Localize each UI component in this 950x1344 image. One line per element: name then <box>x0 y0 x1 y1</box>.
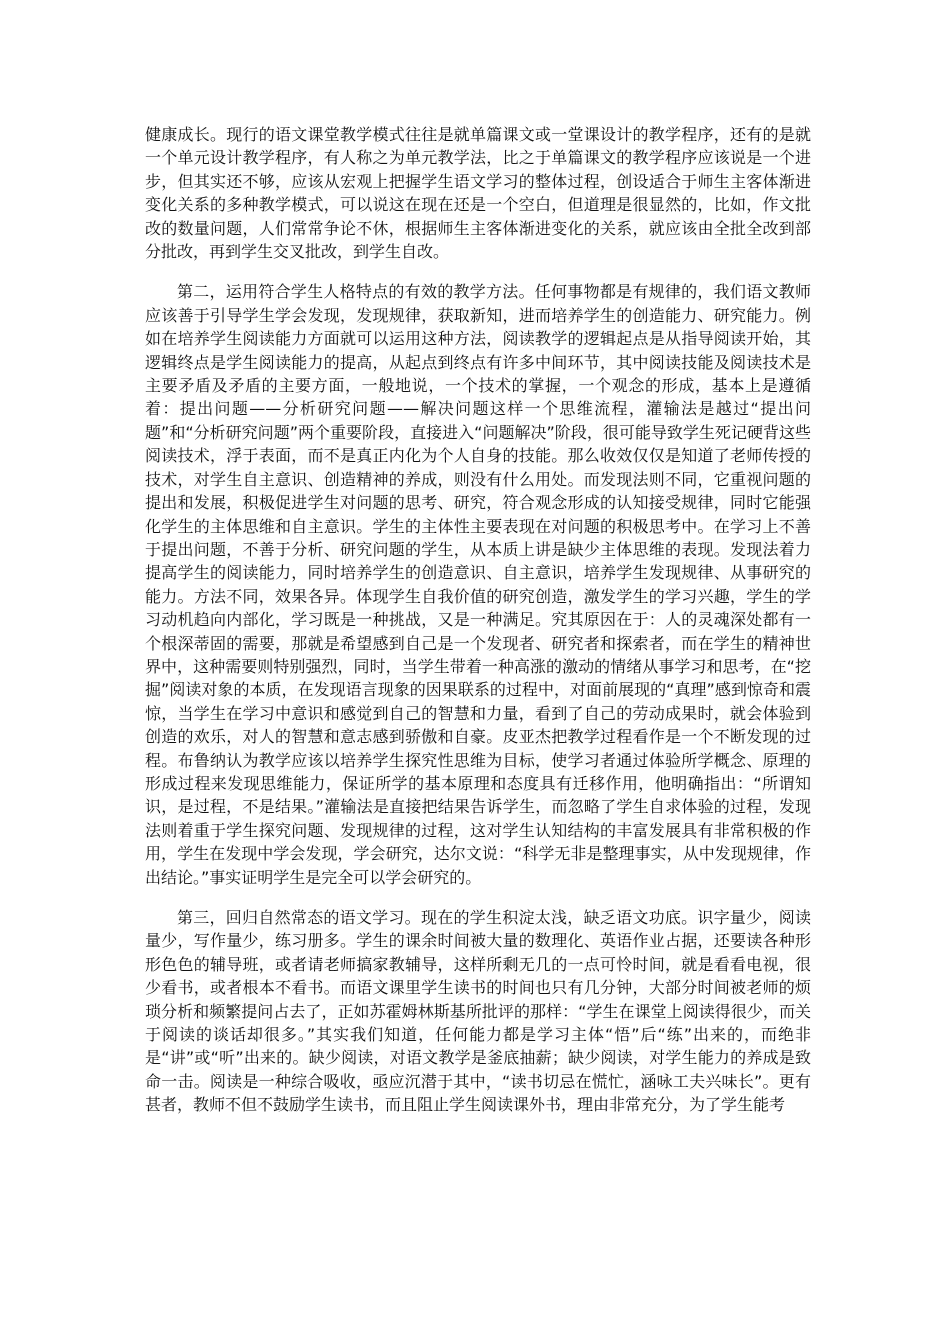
paragraph-1: 健康成长。现行的语文课堂教学模式往往是就单篇课文或一堂课设计的教学程序，还有的是就一个单元设计教学程序，有人称之为单元教学法，比之于单篇课文的教学程序应该说是一个进步，但其实还不够，应该从宏观上把握学生语文学习的整体过程，创设适合于师生主客体渐进变化关系的多种教学模式，可以说这在现在还是一个空白，但道理是很显然的，比如，作文批改的数量问题，人们常常争论不休，根据师生主客体渐进变化的关系，就应该由全批全改到部分批改，再到学生交叉批改，到学生自改。 <box>145 125 811 262</box>
document-body <box>145 123 811 1117</box>
paragraph-3: 第三，回归自然常态的语文学习。现在的学生积淀太浅，缺乏语文功底。识字量少，阅读量少，写作量少，练习册多。学生的课余时间被大量的数理化、英语作业占据，还要读各种形形色色的辅导班，或者请老师搞家教辅导，这样所剩无几的一点可怜时间，就是看看电视，很少看书，或者根本不看书。而语文课里学生读书的时间也只有几分钟，大部分时间被老师的烦琐分析和频繁提问占去了，正如苏霍姆林斯基所批评的那样：“学生在课堂上阅读得很少，而关于阅读的谈话却很多。”其实我们知道，任何能力都是学习主体“悟”后“练”出来的，而绝非是“讲”或“听”出来的。缺少阅读，对语文教学是釜底抽薪；缺少阅读，对学生能力的养成是致命一击。阅读是一种综合吸收，亟应沉潜于其中，“读书切忌在慌忙，涵咏工夫兴味长”。更有甚者，教师不但不鼓励学生读书，而且阻止学生阅读课外书，理由非常充分，为了学生能考 <box>145 908 811 1115</box>
paragraph-2: 第二，运用符合学生人格特点的有效的教学方法。任何事物都是有规律的，我们语文教师应该善于引导学生学会发现，发现规律，获取新知，进而培养学生的创造能力、研究能力。例如在培养学生阅读能力方面就可以运用这种方法，阅读教学的逻辑起点是从指导阅读开始，其逻辑终点是学生阅读能力的提高，从起点到终点有许多中间环节，其中阅读技能及阅读技术是主要矛盾及矛盾的主要方面，一般地说，一个技术的掌握，一个观念的形成，基本上是遵循着：提出问题——分析研究问题——解决问题这样一个思维流程，灌输法是越过“提出问题”和“分析研究问题”两个重要阶段，直接进入“问题解决”阶段，很可能导致学生死记硬背这些阅读技术，浮于表面，而不是真正内化为个人自身的技能。那么收效仅仅是知道了老师传授的技术，对学生自主意识、创造精神的养成，则没有什么用处。而发现法则不同，它重视问题的提出和发展，积极促进学生对问题的思考、研究，符合观念形成的认知接受规律，同时它能强化学生的主体思维和自主意识。学生的主体性主要表现在对问题的积极思考中。在学习上不善于提出问题，不善于分析、研究问题的学生，从本质上讲是缺少主体思维的表现。发现法着力提高学生的阅读能力，同时培养学生的创造意识、自主意识，培养学生发现规律、从事研究的能力。方法不同，效果各异。体现学生自我价值的研究创造，激发学生的学习兴趣，学生的学习动机趋向内部化，学习既是一种挑战，又是一种满足。究其原因在于：人的灵魂深处都有一个根深蒂固的需要，那就是希望感到自己是一个发现者、研究者和探索者，而在学生的精神世界中，这种需要则特别强烈，同时，当学生带着一种高涨的激动的情绪从事学习和思考，在“挖掘”阅读对象的本质，在发现语言现象的因果联系的过程中，对面前展现的“真理”感到惊奇和震惊，当学生在学习中意识和感觉到自己的智慧和力量，看到了自己的劳动成果时，就会体验到创造的欢乐，对人的智慧和意志感到骄傲和自豪。皮亚杰把教学过程看作是一个不断发现的过程。布鲁纳认为教学应该以培养学生探究性思维为目标，使学习者通过体验所学概念、原理的形成过程来发现思维能力，保证所学的基本原理和态度具有迁移作用，他明确指出：“所谓知识，是过程，不是结果。”灌输法是直接把结果告诉学生，而忽略了学生自求体验的过程，发现法则着重于学生探究问题、发现规律的过程，这对学生认知结构的丰富发展具有非常积极的作用，学生在发现中学会发现，学会研究，达尔文说：“科学无非是整理事实，从中发现规律，作出结论。”事实证明学生是完全可以学会研究的。 <box>145 282 811 887</box>
